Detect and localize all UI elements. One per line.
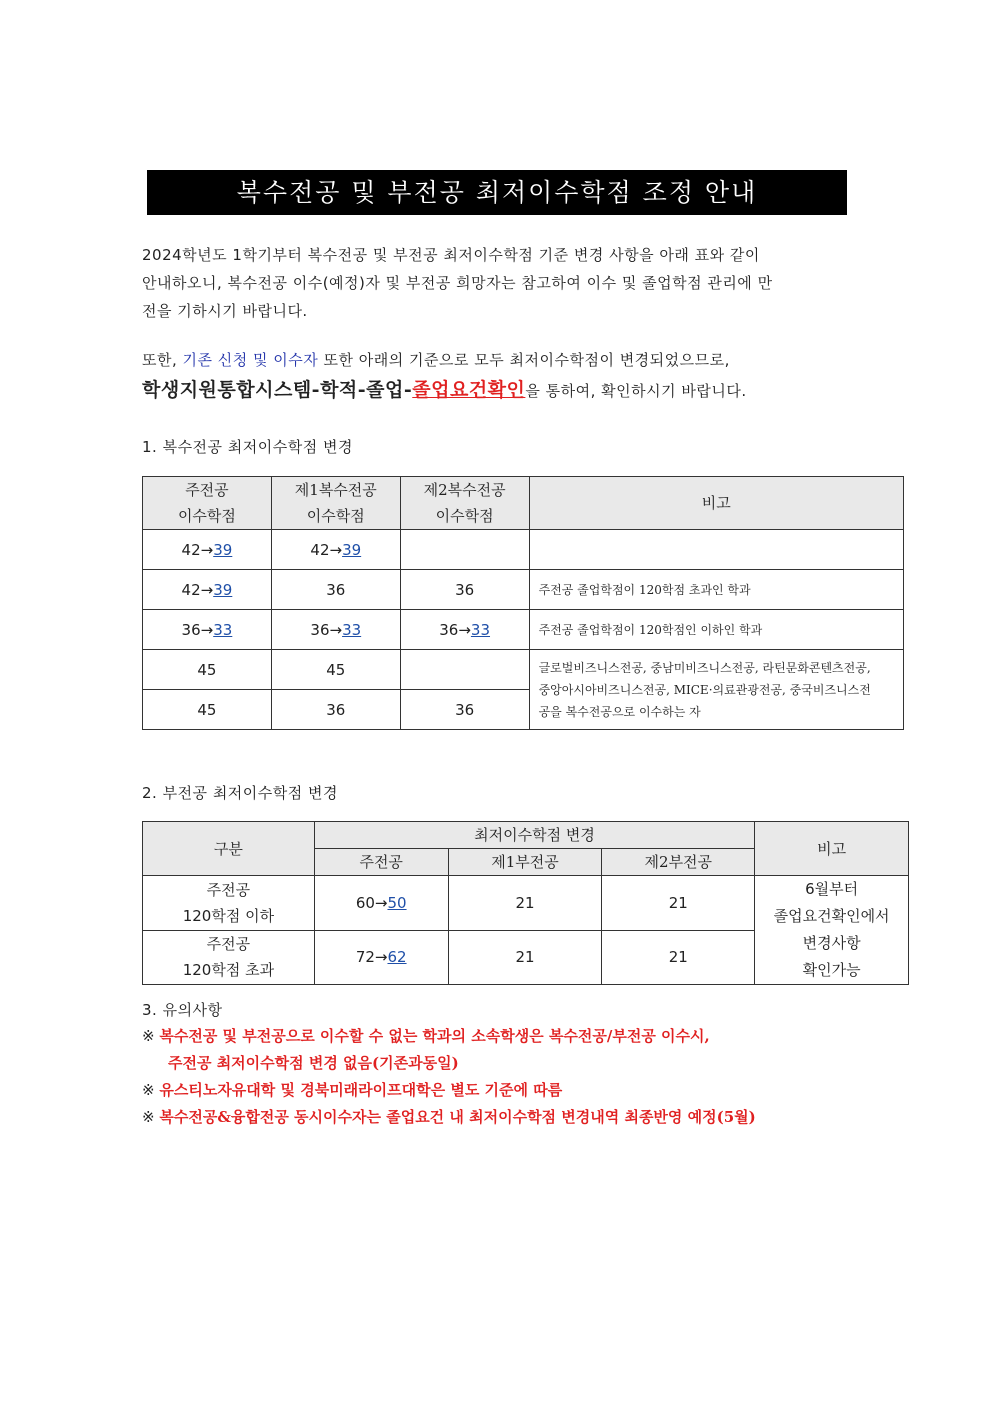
cell: 21: [448, 876, 602, 931]
header-text: 이수학점: [435, 507, 494, 525]
notice-path-suffix: 을 통하여, 확인하시기 바랍니다.: [525, 382, 747, 400]
cell: [271, 530, 400, 570]
cell: 21: [602, 876, 755, 931]
double-major-table: [142, 476, 904, 730]
header-text: 이수학점: [177, 507, 236, 525]
caution-text: 복수전공 및 부전공으로 이수할 수 없는 학과의 소속학생은 복수전공/부전공 이수시,: [159, 1027, 710, 1045]
header-text: 제1복수전공: [294, 481, 377, 499]
notice-line-1: [142, 346, 862, 374]
page-title: 복수전공 및 부전공 최저이수학점 조정 안내: [147, 170, 847, 215]
header-major: [143, 477, 272, 530]
reference-mark: ※: [142, 1108, 155, 1126]
cell: 21: [448, 930, 602, 985]
cell: [314, 930, 448, 985]
old-value: 36→: [439, 620, 471, 639]
intro-line-2: 안내하오니, 복수전공 이수(예정)자 및 부전공 희망자는 참고하여 이수 및 졸업학점 관리에 만: [142, 274, 773, 292]
note-line: 공을 복수전공으로 이수하는 자: [538, 704, 701, 719]
section2-heading: 2. 부전공 최저이수학점 변경: [142, 784, 339, 802]
caution-item: [142, 1077, 902, 1104]
caution-item: [142, 1104, 902, 1131]
cell: [400, 530, 529, 570]
cell: 36: [400, 570, 529, 610]
intro-line-3: 전을 기하시기 바랍니다.: [142, 302, 308, 320]
graduation-check-link[interactable]: 졸업요건확인: [412, 379, 526, 401]
table-row: [143, 610, 904, 650]
cell: 36: [400, 690, 529, 730]
section1-heading: 1. 복수전공 최저이수학점 변경: [142, 438, 353, 456]
new-value: 33: [342, 620, 362, 639]
cell: 36: [271, 570, 400, 610]
cell: [143, 610, 272, 650]
note-cell: 주전공 졸업학점이 120학점인 이하인 학과: [529, 610, 903, 650]
caution-notes: [142, 1023, 902, 1131]
cat-line: 주전공: [206, 880, 251, 899]
merged-note-cell: [755, 876, 909, 985]
cell: 45: [271, 650, 400, 690]
cell: [143, 876, 315, 931]
new-value: 62: [387, 948, 407, 967]
old-value: 36→: [181, 620, 214, 639]
new-value: 50: [387, 893, 407, 912]
caution-text: 유스티노자유대학 및 경북미래라이프대학은 별도 기준에 따름: [159, 1081, 563, 1099]
cell: [400, 650, 529, 690]
note-cell: [529, 530, 903, 570]
caution-item: [142, 1023, 902, 1050]
cell: [143, 930, 315, 985]
system-path: 학생지원통합시스템-학적-졸업-: [142, 379, 413, 401]
old-value: 42→: [310, 540, 343, 559]
new-value: 33: [213, 620, 233, 639]
table-row: [143, 876, 909, 931]
header-category: 구분: [143, 822, 315, 876]
minor-table: [142, 821, 909, 985]
cell: 45: [143, 690, 272, 730]
note-line: 졸업요건확인에서: [773, 907, 890, 925]
header-minor2: 제2부전공: [602, 849, 755, 876]
note-line: 글로벌비즈니스전공, 중남미비즈니스전공, 라틴문화콘텐츠전공,: [538, 660, 871, 675]
header-note: 비고: [755, 822, 909, 876]
section3-heading: 3. 유의사항: [142, 1001, 223, 1019]
old-value: 36→: [310, 620, 343, 639]
table-row: [143, 650, 904, 690]
header-note: 비고: [529, 477, 903, 530]
notice-prefix: 또한,: [142, 351, 183, 369]
new-value: 33: [470, 620, 491, 639]
note-cell: 주전공 졸업학점이 120학점 초과인 학과: [529, 570, 903, 610]
notice-paragraph: [142, 346, 862, 405]
caution-text: 복수전공&융합전공 동시이수자는 졸업요건 내 최저이수학점 변경내역 최종반영 예정(5월): [159, 1108, 756, 1126]
cat-line: 120학점 초과: [182, 961, 275, 980]
header-text: 이수학점: [306, 507, 365, 525]
note-line: 확인가능: [802, 961, 861, 979]
header-double2: [400, 477, 529, 530]
cat-line: 120학점 이하: [182, 906, 275, 925]
notice-line-2: [142, 376, 862, 405]
new-value: 39: [342, 540, 362, 559]
note-line: 6월부터: [805, 880, 859, 898]
note-line: 변경사항: [802, 934, 861, 952]
cell: [314, 876, 448, 931]
old-value: 60→: [355, 893, 388, 912]
header-text: 주전공: [185, 481, 229, 499]
new-value: 39: [213, 580, 233, 599]
header-minor1: 제1부전공: [448, 849, 602, 876]
cell: [143, 570, 272, 610]
reference-mark: ※: [142, 1081, 155, 1099]
cat-line: 주전공: [206, 935, 251, 954]
note-line: 중앙아시아비즈니스전공, MICE·의료관광전공, 중국비즈니스전: [538, 682, 871, 697]
header-major: 주전공: [314, 849, 448, 876]
caution-item-cont: [142, 1050, 902, 1077]
reference-mark: ※: [142, 1027, 155, 1045]
notice-suffix: 또한 아래의 기준으로 모두 최저이수학점이 변경되었으므로,: [318, 351, 730, 369]
notice-highlight: 기존 신청 및 이수자: [182, 351, 319, 369]
old-value: 42→: [181, 580, 214, 599]
cell: 45: [143, 650, 272, 690]
table-row: [143, 530, 904, 570]
header-text: 제2복수전공: [423, 481, 506, 499]
cell: 21: [602, 930, 755, 985]
merged-note-cell: [529, 650, 903, 730]
cell: 36: [271, 690, 400, 730]
table-row: [143, 570, 904, 610]
cell: [271, 610, 400, 650]
caution-text: 주전공 최저이수학점 변경 없음(기존과동일): [168, 1054, 459, 1072]
old-value: 42→: [181, 540, 214, 559]
intro-line-1: 2024학년도 1학기부터 복수전공 및 부전공 최저이수학점 기준 변경 사항을 아래 표와 같이: [142, 246, 760, 264]
header-group: 최저이수학점 변경: [314, 822, 754, 849]
new-value: 39: [213, 540, 233, 559]
cell: [143, 530, 272, 570]
intro-paragraph: [142, 241, 862, 325]
cell: [400, 610, 529, 650]
header-double1: [271, 477, 400, 530]
old-value: 72→: [355, 948, 388, 967]
